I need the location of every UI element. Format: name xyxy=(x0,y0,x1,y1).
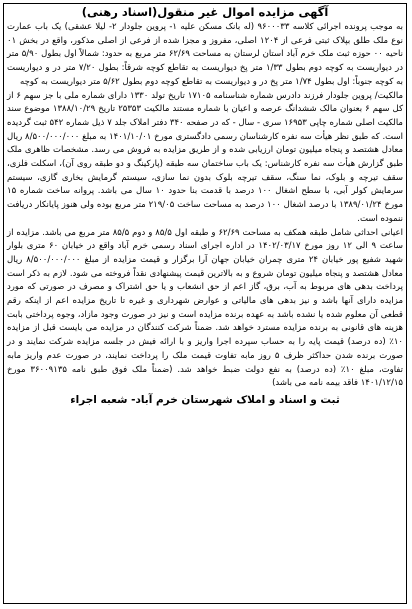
property-description-paragraph: به موجب پرونده اجرائی کلاسه ۹۶۰۰۰۳۳ (له بانک مسکن علیه ۱- پروین جلودار ۲- لیلا عشقی) یک باب عمارت نوع ملک طلق بپلاک ثبتی فرعی از ۱۲۰۴ اصلی، مفروز و مجزا شده از فرعی از اصلی مذکور، واقع در بخش ۰۱ ناحیه ۰۰ حوزه ثبت ملک خرم آباد استان لرستان به مساحت ۶۲/۶۹ متر مربع به حدود: شمالاً اول بطول ۵/۹۰ متر در دیواریست به کوچه دوم بطول ۱/۳۳ متر پخ دیواریست به تقاطع کوچه شرقاً: بطول ۷/۲۰ متر در و دیواریست به کوچه جنوباً: اول بطول ۱/۷۴ متر پخ در و دیواریست به تقاطع کوچه دوم بطول ۵/۶۲ متر دیواریست به کوچه xyxy=(7,22,404,87)
ownership-valuation-paragraph: مالکیت/ پروین جلودار فرزند دادرس شماره شناسنامه ۱۷۱۰۵ تاریخ تولد ۱۳۳۰ دارای شماره ملی با جز سهم ۶ از کل سهم ۶ بعنوان مالک ششدانگ عرصه و اعیان با شماره مستند مالکیت ۲۵۳۵۳ تاریخ ۱۳۸۸/۱۰/۲۹ موضوع سند مالکیت اصلی شماره چاپی ۱۶۹۵۳ سری - سال - که در صفحه ۳۴۰ دفتر املاک جلد ۷ ذیل شماره ۵۴۲ ثبت گردیده است. که طبق نظر هیأت سه نفره کارشناسان رسمی دادگستری مورخ ۱۴۰۱/۱۰/۰۱ به مبلغ ۸/۵۰۰/۰۰۰/۰۰۰ ریال معادل هشتصد و پنجاه میلیون تومان ارزیابی شده و از طریق مزایده به فروش می رسد. مشخصات ظاهری ملک طبق گزارش هیأت سه نفره کارشناس: یک باب ساختمان سه طبقه (پارکینگ و دو طبقه روی آن)، اسکلت فلزی، سقف تیرچه و بلوک، نما سنگ، سقف تیرچه بلوک بدون نما سازی، سیستم گرمایش بخاری گازی، سیستم سرمایش کولر آبی، با سطح اشغال ۱۰۰ درصد با قدمت بنا حدود ۱۰ سال می باشد. پروانه ساخت شماره ۱۵ مورخ ۱۳۸۹/۰۱/۲۴ با درصد اشغال ۱۰۰ درصد به مساحت ساخت ۲۱۹/۰۵ متر مربع بوده ولی هنوز پایانکار دریافت ننموده است. xyxy=(7,90,404,224)
issuing-office-signature: ثبت و اسناد و املاک شهرستان خرم آباد- شعبه اجراء xyxy=(70,393,340,406)
auction-notice xyxy=(3,3,407,604)
auction-terms-paragraph: اعیانی احداثی شامل طبقه همکف به مساحت ۶۲/۶۹ و طبقه اول ۸۵/۵ و دوم ۸۵/۵ متر مربع می باشد. مزایده از ساعت ۹ الی ۱۲ روز مورخ ۱۴۰۲/۰۳/۱۷ در اداره اجرای اسناد رسمی خرم آباد واقع در خیابان ۶۰ متری بلوار شهید شفیع پور خیابان ۲۴ متری چمران خیابان جهان آرا برگزار و قیمت مزایده از مبلغ ۸/۵۰۰/۰۰۰/۰۰۰ ریال معادل هشتصد و پنجاه میلیون تومان شروع و به بالاترین قیمت پیشنهادی نقداً فروخته می شود. لازم به ذکر است پرداخت بدهی های مربوط به آب، برق، گاز اعم از حق انشعاب و یا حق اشتراک و مصرف در صورتی که مورد مزایده دارای آنها باشد و نیز بدهی های مالیاتی و عوارض شهرداری و غیره تا تاریخ مزایده اعم از اینکه رقم قطعی آن معلوم شده یا نشده باشد به عهده برنده مزایده است و نیز در صورت وجود مازاد، وجوه پرداختی بابت هزینه های قانونی به برنده مزایده مسترد خواهد شد. ضمناً شرکت کنندگان در مزایده می بایست قبل از مزایده ۱۰٪ (ده درصد) قیمت پایه را به حساب سپرده اجرا واریز و با ارائه فیش در جلسه مزایده شرکت نمایند و در صورت برنده شدن حداکثر ظرف ۵ روز مابه تفاوت قیمت ملک را پرداخت نمایند، در صورت عدم واریز مابه تفاوت، مبلغ ۱۰٪ (ده درصد) به نفع دولت ضبط خواهد شد. (ضمناً ملک فوق طبق نامه ۳۶۰۰۹۱۳۵ مورخ ۱۴۰۱/۱۲/۱۵ فاقد بیمه نامه می باشد) xyxy=(7,227,403,389)
notice-title: آگهی مزایده اموال غیر منقول(اسناد رهنی) xyxy=(81,5,329,19)
notice-body xyxy=(4,21,406,391)
